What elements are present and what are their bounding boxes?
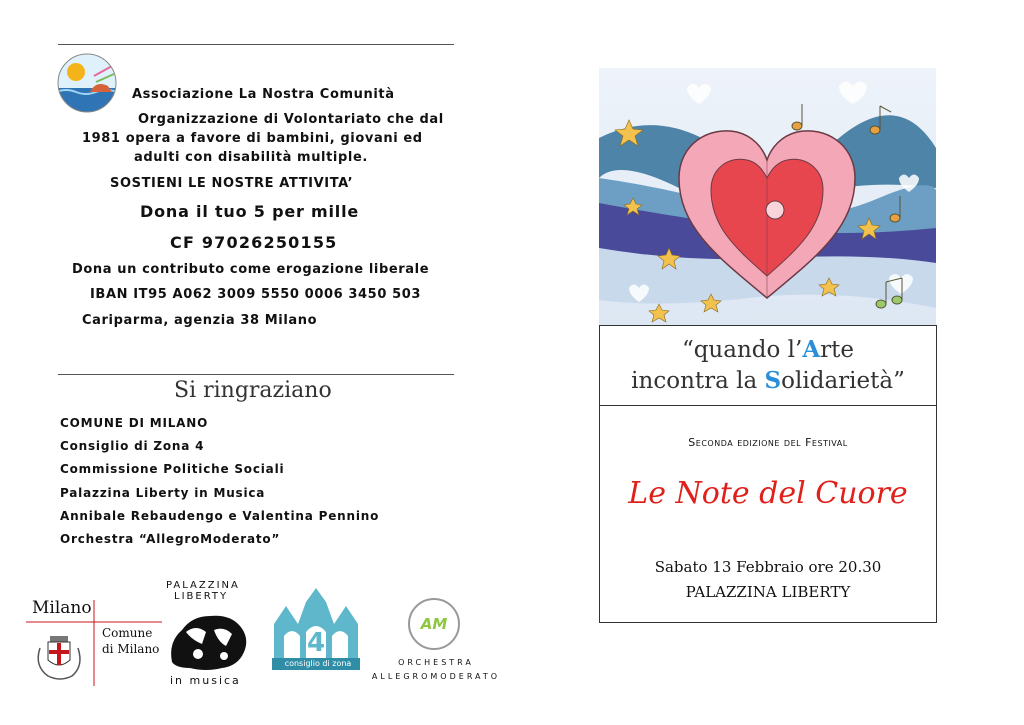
iban: IBAN IT95 A062 3009 5550 0006 3450 503 — [90, 287, 422, 302]
orchestra-line2: ALLEGROMODERATO — [371, 672, 501, 681]
consiglio-zona-logo — [270, 588, 362, 672]
slogan-accent-letter: A — [802, 336, 821, 363]
box-divider — [600, 405, 936, 406]
palazzina-liberty-logo — [162, 578, 256, 688]
support-heading: SOSTIENI LE NOSTRE ATTIVITA’ — [110, 176, 354, 191]
thanks-item: COMUNE DI MILANO — [60, 416, 209, 430]
tax-code: CF 97026250155 — [170, 233, 338, 252]
edition-label: Seconda edizione del Festival — [688, 436, 848, 449]
slogan-text: incontra la — [631, 368, 765, 394]
thanks-item: Palazzina Liberty in Musica — [60, 486, 266, 500]
palazzina-line3: in musica — [170, 674, 241, 687]
thanks-title: Si ringraziano — [174, 378, 332, 403]
palazzina-line1: PALAZZINA — [166, 580, 240, 591]
contribution-text: Dona un contributo come erogazione liberale — [72, 262, 430, 277]
zona-text: consiglio di zona — [284, 659, 352, 668]
description-line: Organizzazione di Volontariato che dal — [138, 112, 444, 127]
music-silhouette-icon — [162, 602, 256, 672]
description-line: adulti con disabilità multiple. — [134, 150, 368, 165]
event-venue: PALAZZINA LIBERTY — [685, 583, 851, 601]
thanks-item: Commissione Politiche Sociali — [60, 462, 285, 476]
slogan-text: olidarietà” — [781, 368, 905, 394]
milano-wordmark: Milano — [32, 598, 92, 618]
description-line: 1981 opera a favore di bambini, giovani ed — [82, 131, 423, 146]
milano-coat-of-arms — [38, 636, 80, 679]
top-divider — [58, 44, 454, 45]
slogan-text: rte — [820, 337, 855, 363]
am-letters: AM — [420, 615, 448, 633]
donation-5x1000: Dona il tuo 5 per mille — [140, 202, 360, 221]
slogan-line1 — [600, 336, 936, 363]
festival-title: Le Note del Cuore — [628, 476, 908, 511]
heart-artwork — [599, 68, 936, 326]
comune-line1: Comune — [102, 626, 153, 640]
thanks-divider — [58, 374, 454, 375]
orchestra-logo — [366, 596, 506, 686]
event-date: Sabato 13 Febbraio ore 20.30 — [654, 558, 882, 576]
event-box — [599, 325, 937, 623]
thanks-item: Annibale Rebaudengo e Valentina Pennino — [60, 509, 380, 523]
slogan-accent-letter: S — [764, 367, 782, 394]
orchestra-line1: ORCHESTRA — [398, 658, 474, 667]
association-logo — [56, 52, 118, 114]
comune-milano-logo — [26, 596, 166, 686]
comune-line2: di Milano — [102, 642, 160, 656]
palazzina-line2: LIBERTY — [174, 591, 229, 602]
slogan-text: “quando l’ — [681, 337, 803, 363]
thanks-item: Consiglio di Zona 4 — [60, 439, 205, 453]
thanks-item: Orchestra “AllegroModerato” — [60, 532, 281, 546]
bank-name: Cariparma, agenzia 38 Milano — [82, 313, 318, 328]
association-name: Associazione La Nostra Comunità — [132, 87, 395, 102]
zona-number: 4 — [306, 628, 326, 658]
slogan-line2 — [600, 367, 936, 394]
